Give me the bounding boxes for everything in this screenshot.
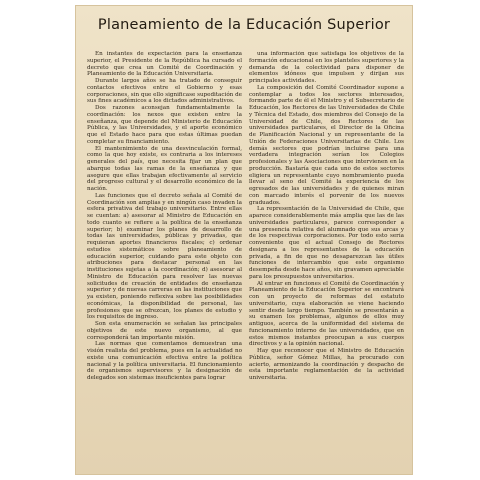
newspaper-clipping (75, 5, 413, 475)
paragraph: El mantenimiento de una desvinculación formal, como la que hoy existe, es contraria a los intereses generales del país, que necesita fijar un plan que abarque todas las ramas de la enseñanza y que asegure que ellas trabajan efectivamente al servicio del progreso cultural y el desarrollo económico de la nación. (87, 145, 242, 192)
article-column-right (249, 51, 404, 469)
paragraph: Hay que reconocer que el Ministro de Educación Pública, señor Gómez Millas, ha procurado con acierto, armonizando la coordinación y despacho de esta importante reglamentación de la actividad universitaria. (249, 348, 404, 381)
paragraph: una información que satisfaga los objetivos de la formación educacional en los planteles superiores y la demanda de la colectividad para disponer de elementos idóneos que impulsen y dirijan sus principales actividades. (249, 51, 404, 84)
paragraph: Son esta enumeración se señalan las principales objetivos de este nuevo organismo, al que corresponderá tan importante misión. (87, 321, 242, 341)
paragraph: Al entrar en funciones el Comité de Coordinación y Planeamiento de la Educación Superior se encontrará con un proyecto de reformas del estatuto universitario, cuya elaboración se viene haciendo sentir desde largo tiempo. También se presentarán a su examen los problemas, algunos de ellos muy antiguos, acerca de la uniformidad del sistema de funcionamiento interno de las universidades, que en estos mismos instantes preocupan a sus cuerpos directivos y a la opinión nacional. (249, 280, 404, 348)
paragraph: Dos razones aconsejan fundamentalmente la coordinación: los nexos que existen entre la enseñanza, que depende del Ministerio de Educación Pública, y las Universidades, y el aporte económico que el Estado hace para que estas últimas puedan completar su financiamiento. (87, 105, 242, 145)
paragraph: Durante largos años se ha tratado de conseguir contactos efectivos entre el Gobierno y esas corporaciones, sin que ello significase supeditación de sus fines académicos a los dictados administrativos. (87, 78, 242, 105)
paragraph: La composición del Comité Coordinador supone a contemplar a todos los sectores interesados, formando parte de él el Ministro y el Subsecretario de Educación, los Rectores de las Universidades de Chile y Técnica del Estado, dos miembros del Consejo de la Universidad de Chile, dos Rectores de las universidades particulares, el Director de la Oficina de Planificación Nacional y un representante de la Unión de Federaciones Universitarias de Chile. Los demás sectores que podrían incluirse para una verdadera integración serían los Colegios profesionales y las Asociaciones que intervienen en la producción. Bastaría que cada uno de estos sectores eligiera un representante cuyo nombramiento pueda llevar al seno del Comité la experiencia de los egresados de las universidades y de quienes miran con marcado interés el porvenir de los nuevos graduados. (249, 84, 404, 206)
paragraph: La representación de la Universidad de Chile, que aparece considerablemente más amplia que las de las universidades particulares, parece corresponder a una presencia relativa del alumnado que sus arcas y de los respectivas corporaciones. Por todo esto sería conveniente que el actual Consejo de Rectores designara a los representantes de la educación privada, a fin de que no desaparezcan las útiles funciones de intercambio que este organismo desempeña desde hace años, sin gravamen apreciable para los presupuestos universitarios. (249, 206, 404, 280)
paragraph: En instantes de expectación para la enseñanza superior, el Presidente de la República ha cursado el decreto que crea un Comité de Coordinación y Planeamiento de la Educación Universitaria. (87, 51, 242, 78)
paragraph: Las funciones que el decreto señala al Comité de Coordinación son amplias y en ningún caso invaden la esfera privativa del trabajo universitario. Entre ellas se cuentan: a) asesorar al Ministro de Educación en todo cuanto se refiere a la política de la enseñanza superior; b) examinar los planes de desarrollo de todas las universidades, públicas y privadas, que requieran aportes financieros fiscales; c) ordenar estudios sistemáticos sobre planeamiento de educación superior, cuidando para este objeto con atribuciones para destacar personal en las instituciones sujetas a la coordinación; d) asesorar al Ministro de Educación para resolver las nuevas solicitudes de creación de entidades de enseñanza superior y de nuevas carreras en las instituciones que ya existen, poniendo reflexiva sobre las posibilidades económicas, la disponibilidad de personal, las profesiones que se ofrezcan, los planes de estudio y los requisitos de ingreso. (87, 192, 242, 321)
article-headline: Planeamiento de la Educación Superior (97, 17, 391, 33)
article-column-left (87, 51, 242, 469)
paragraph: Las normas que comentamos demuestran una visión realista del problema, pues en la actualidad no existe una comunicación efectiva entre la política nacional y la política universitaria. El funcionamiento de organismos supervisores y la designación de delegados son sistemas insuficientes para lograr (87, 341, 242, 381)
